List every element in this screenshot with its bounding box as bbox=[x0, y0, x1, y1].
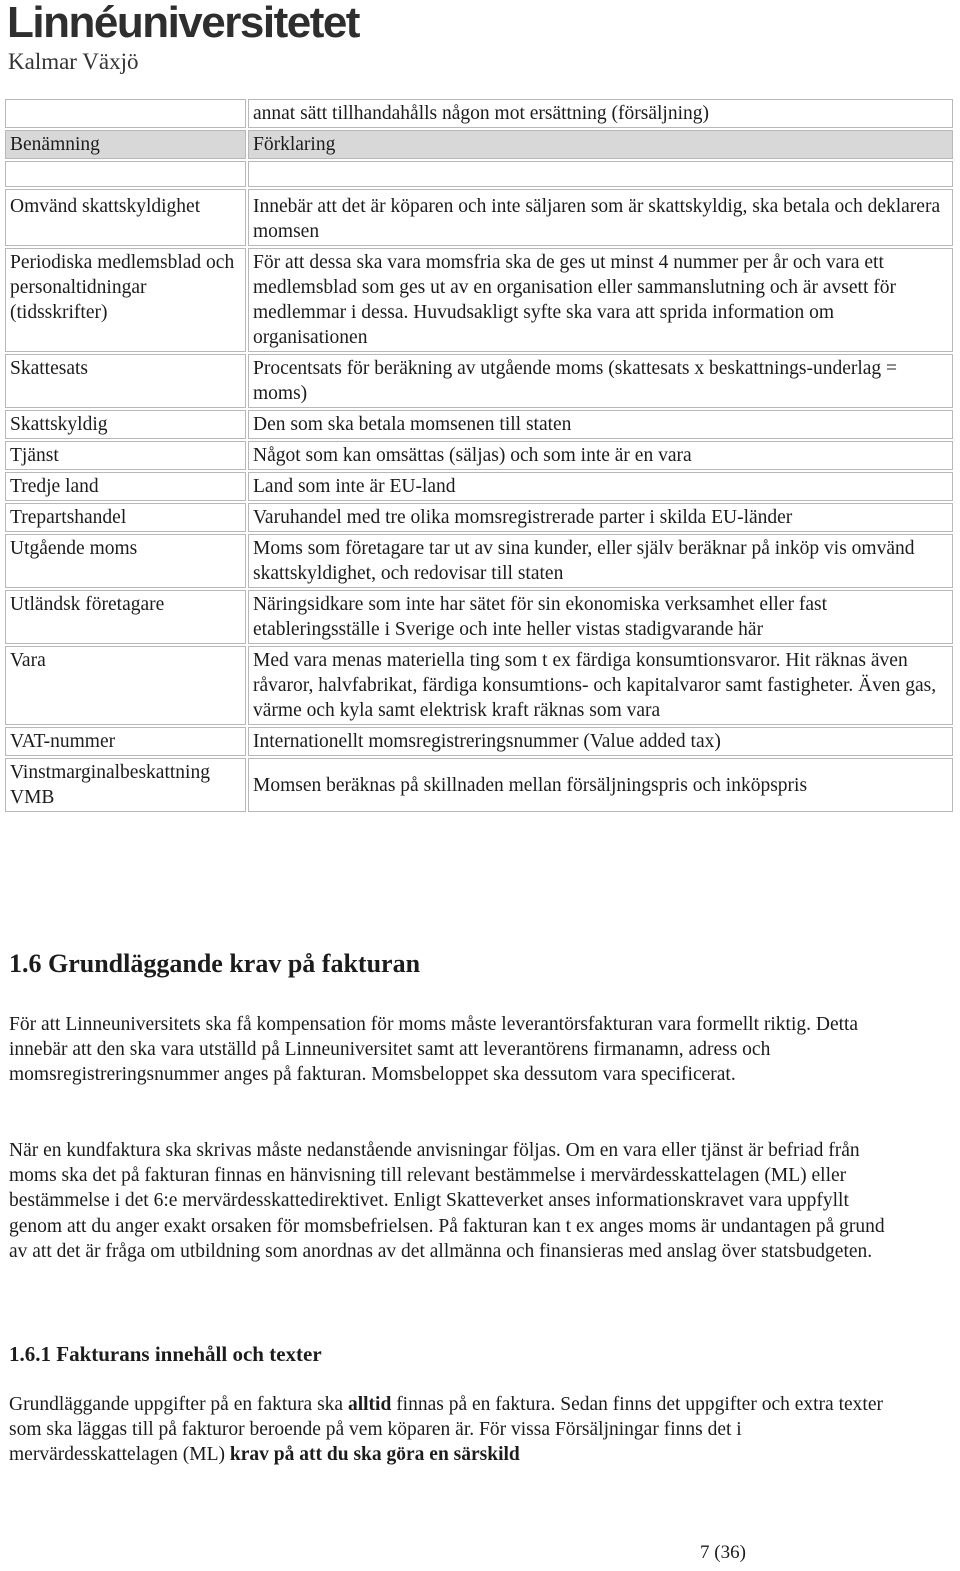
definition-cell: Varuhandel med tre olika momsregistrerade parter i skilda EU-länder bbox=[248, 503, 953, 532]
table-row bbox=[5, 248, 953, 352]
definition-cell: Procentsats för beräkning av utgående moms (skattesats x beskattnings-underlag = moms) bbox=[248, 354, 953, 408]
subsection-paragraph bbox=[9, 1392, 889, 1468]
term-cell: Vinstmarginalbeskattning VMB bbox=[5, 758, 246, 812]
definition-cell: Något som kan omsättas (säljas) och som inte är en vara bbox=[248, 441, 953, 470]
term-cell: Trepartshandel bbox=[5, 503, 246, 532]
paragraph-text: finnas på en faktura. Sedan finns det uppgifter och extra texter som ska läggas till på fakturor beroende på vem köparen är. För vissa Försäljningar finns det i mervärdesskattelagen (ML) bbox=[9, 1394, 883, 1466]
paragraph-text: Grundläggande uppgifter på en faktura ska bbox=[9, 1394, 348, 1415]
term-cell: Omvänd skattskyldighet bbox=[5, 189, 246, 246]
definition-cell: Med vara menas materiella ting som t ex färdiga konsumtionsvaror. Hit räknas även råvaror, halvfabrikat, färdiga konsumtions- och kapitalvaror samt fastigheter. Även gas, värme och kyla samt elektrisk kraft räknas som vara bbox=[248, 646, 953, 725]
glossary-table bbox=[3, 97, 955, 814]
university-campus: Kalmar Växjö bbox=[8, 49, 139, 74]
page-number: 7 (36) bbox=[700, 1542, 746, 1563]
term-cell: Vara bbox=[5, 646, 246, 725]
table-row bbox=[5, 99, 953, 128]
term-cell: Skattesats bbox=[5, 354, 246, 408]
column-header-definition: Förklaring bbox=[248, 130, 953, 159]
table-cell bbox=[5, 99, 246, 128]
definition-cell: Internationellt momsregistreringsnummer (Value added tax) bbox=[248, 727, 953, 756]
definition-cell: Land som inte är EU-land bbox=[248, 472, 953, 501]
table-row bbox=[5, 503, 953, 532]
term-cell: Tjänst bbox=[5, 441, 246, 470]
term-cell: Tredje land bbox=[5, 472, 246, 501]
table-row bbox=[5, 354, 953, 408]
table-row bbox=[5, 590, 953, 644]
table-cell bbox=[5, 161, 246, 187]
definition-cell: Moms som företagare tar ut av sina kunder, eller själv beräknar på inköp vis omvänd skattskyldighet, och redovisar till staten bbox=[248, 534, 953, 588]
term-cell: VAT-nummer bbox=[5, 727, 246, 756]
emphasis-text: alltid bbox=[347, 1394, 392, 1415]
table-row bbox=[5, 534, 953, 588]
university-logo: Linnéuniversitetet bbox=[7, 0, 359, 47]
section-paragraph: När en kundfaktura ska skrivas måste nedanstående anvisningar följas. Om en vara eller tjänst är befriad från moms ska det på fakturan finnas en hänvisning till relevant bestämmelse i mervärdesskattelagen (ML) eller bestämmelse i det 6:e mervärdesskattedirektivet. Enligt Skatteverket anses informationskravet vara uppfyllt genom att du anger exakt orsaken för momsbefrielsen. På fakturan kan t ex anges moms är undantagen på grund av att det är fråga om utbildning som anordnas av det allmänna och finansieras med anslag över statsbudgeten. bbox=[9, 1140, 885, 1262]
table-row bbox=[5, 161, 953, 187]
term-cell: Skattskyldig bbox=[5, 410, 246, 439]
term-cell: Utgående moms bbox=[5, 534, 246, 588]
definition-cell: Momsen beräknas på skillnaden mellan försäljningspris och inköpspris bbox=[248, 758, 953, 812]
table-row bbox=[5, 472, 953, 501]
definition-cell: Den som ska betala momsenen till staten bbox=[248, 410, 953, 439]
section-paragraph: För att Linneuniversitets ska få kompensation för moms måste leverantörsfakturan vara formellt riktig. Detta innebär att den ska vara utställd på Linneuniversitet samt att leverantörens firmanamn, adress och momsregistreringsnummer anges på fakturan. Momsbeloppet ska dessutom vara specificerat. bbox=[9, 1014, 859, 1086]
term-cell: Periodiska medlemsblad och personaltidningar (tidsskrifter) bbox=[5, 248, 246, 352]
section-heading: 1.6 Grundläggande krav på fakturan bbox=[9, 949, 421, 978]
definition-cell: Näringsidkare som inte har sätet för sin ekonomiska verksamhet eller fast etableringsställe i Sverige och inte heller vistas stadigvarande här bbox=[248, 590, 953, 644]
table-header-row bbox=[5, 130, 953, 159]
table-row bbox=[5, 758, 953, 812]
table-row bbox=[5, 441, 953, 470]
table-cell bbox=[248, 161, 953, 187]
table-row bbox=[5, 727, 953, 756]
definition-cell: Innebär att det är köparen och inte säljaren som är skattskyldig, ska betala och deklarera momsen bbox=[248, 189, 953, 246]
subsection-heading: 1.6.1 Fakturans innehåll och texter bbox=[9, 1342, 322, 1366]
table-row bbox=[5, 410, 953, 439]
term-cell: Utländsk företagare bbox=[5, 590, 246, 644]
table-row bbox=[5, 189, 953, 246]
column-header-term: Benämning bbox=[5, 130, 246, 159]
definition-cell: För att dessa ska vara momsfria ska de ges ut minst 4 nummer per år och vara ett medlemsblad som ges ut av en organisation eller sammanslutning och är avsett för medlemmar i dessa. Huvudsakligt syfte ska vara att sprida information om organisationen bbox=[248, 248, 953, 352]
emphasis-text: krav på att du ska göra en särskild bbox=[229, 1444, 520, 1466]
continuation-text: annat sätt tillhandahålls någon mot ersättning (försäljning) bbox=[248, 99, 953, 128]
table-row bbox=[5, 646, 953, 725]
